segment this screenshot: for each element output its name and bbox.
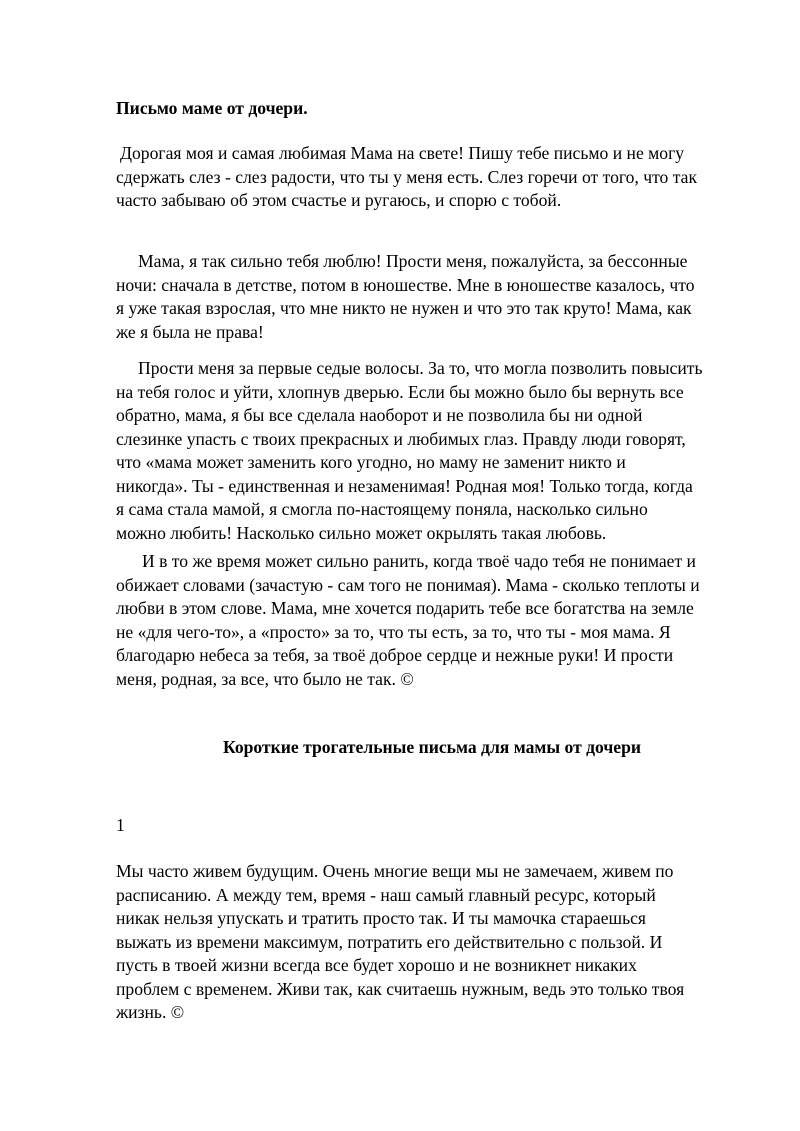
paragraph-line: не «для чего-то», а «просто» за то, что ты есть, за то, что ты - моя мама. Я [116,621,671,642]
letter-title: Письмо маме от дочери. [116,98,308,118]
paragraph-line: благодарю небеса за тебя, за твоё доброе сердце и нежные руки! И прости [116,645,674,665]
paragraph-line: ночи: сначала в детстве, потом в юношестве. Мне в юношестве казалось, что [116,274,695,295]
paragraph-line: любви в этом слове. Мама, мне хочется подарить тебе все богатства на земле [116,598,694,618]
item-number: 1 [116,815,125,835]
paragraph-line: же я была не права! [116,321,264,342]
paragraph-line: Мы часто живем будущим. Очень многие вещи мы не замечаем, живем по [116,861,674,881]
paragraph-2 [116,250,746,344]
paragraph-1 [116,142,746,213]
paragraph-line: пусть в твоей жизни всегда все будет хорошо и не возникнет никаких [116,955,637,975]
paragraph-4 [116,550,746,691]
paragraph-line: никак нельзя упускать и тратить просто так. И ты мамочка стараешься [116,908,647,928]
paragraph-line: что «мама может заменить кого угодно, но маму не заменит никто и [116,452,626,472]
paragraph-3 [116,357,746,545]
paragraph-line: никогда». Ты - единственная и незаменимая! Родная моя! Только тогда, когда [116,475,693,496]
paragraph-line: Прости меня за первые седые волосы. За то, что могла позволить повысить [138,358,703,378]
paragraph-line: проблем с временем. Живи так, как считаешь нужным, ведь это только твоя [116,978,685,999]
paragraph-line: можно любить! Насколько сильно может окрылять такая любовь. [116,522,607,543]
paragraph-line: обижает словами (зачастую - сам того не понимая). Мама - сколько теплоты и [116,574,700,595]
paragraph-line: И в то же время может сильно ранить, когда твоё чадо тебя не понимает и [142,551,696,571]
paragraph-5 [116,860,746,1025]
paragraph-line: Дорогая моя и самая любимая Мама на свете! Пишу тебе письмо и не могу [120,143,685,163]
paragraph-line: обратно, мама, я бы все сделала наоборот и не позволила бы ни одной [116,405,643,425]
paragraph-line: я уже такая взрослая, что мне никто не нужен и что это так круто! Мама, как [116,298,692,318]
paragraph-line: сдержать слез - слез радости, что ты у меня есть. Слез горечи от того, что так [116,166,698,187]
paragraph-line: Мама, я так сильно тебя люблю! Прости меня, пожалуйста, за бессонные [138,251,688,271]
section-heading: Короткие трогательные письма для мамы от дочери [222,737,642,757]
paragraph-line: слезинке упасть с твоих прекрасных и любимых глаз. Правду люди говорят, [116,428,686,449]
paragraph-line: я сама стала мамой, я смогла по-настоящему поняла, насколько сильно [116,499,648,519]
paragraph-line: на тебя голос и уйти, хлопнув дверью. Если бы можно было бы вернуть все [116,381,684,402]
paragraph-line: выжать из времени максимум, потратить его действительно с пользой. И [116,931,663,952]
paragraph-line: часто забываю об этом счастье и ругаюсь, и спорю с тобой. [116,190,562,210]
paragraph-line: меня, родная, за все, что было не так. © [116,668,414,689]
paragraph-line: расписанию. А между тем, время - наш самый главный ресурс, который [116,884,656,905]
paragraph-line: жизнь. © [116,1002,185,1022]
